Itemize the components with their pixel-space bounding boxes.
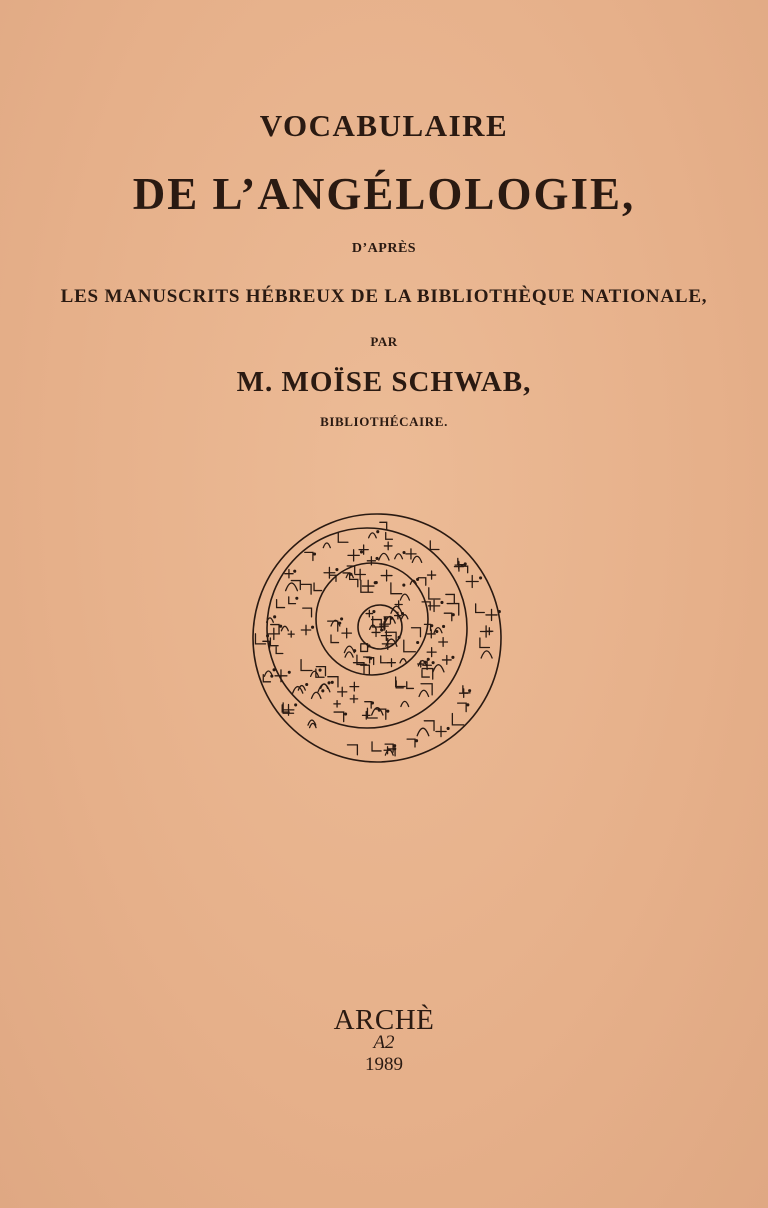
emblem-glyph: [422, 670, 429, 677]
source-line: LES MANUSCRITS HÉBREUX DE LA BIBLIOTHÈQUE NATIONALE,: [60, 286, 708, 307]
emblem-glyph-dot: [384, 618, 386, 620]
emblem-glyph: [396, 677, 406, 687]
emblem-glyph-dot: [452, 614, 454, 616]
emblem-glyph: [404, 640, 416, 652]
title-line-1: VOCABULAIRE: [259, 108, 509, 143]
emblem-glyph: [303, 608, 312, 617]
emblem-glyph: [486, 609, 497, 620]
emblem-glyph: [369, 533, 377, 538]
emblem-glyph: [286, 583, 298, 591]
emblem-glyph: [348, 550, 359, 561]
emblem-glyph: [458, 703, 466, 711]
emblem-glyph-dot: [368, 645, 370, 647]
emblem-glyph: [427, 630, 435, 638]
emblem-glyph: [331, 635, 339, 643]
emblem-glyph: [380, 522, 387, 529]
emblem-glyph: [372, 742, 381, 751]
emblem-glyph: [342, 628, 351, 637]
emblem-glyph-dot: [345, 713, 347, 715]
emblem-glyph: [281, 626, 288, 630]
emblem-glyph-dot: [498, 611, 500, 613]
emblem-glyph-dot: [427, 658, 429, 660]
emblem-glyph: [361, 645, 368, 652]
emblem-glyph: [486, 628, 493, 635]
apres-label: D’APRÈS: [351, 241, 417, 256]
emblem-glyph-dot: [376, 558, 378, 560]
emblem-glyph-dot: [416, 740, 418, 742]
emblem-glyph-dot: [319, 669, 321, 671]
emblem-glyph: [386, 533, 393, 540]
emblem-glyph-dot: [436, 631, 438, 633]
series-number: A2: [373, 1032, 395, 1053]
emblem-glyph: [388, 659, 396, 667]
emblem-glyph: [301, 625, 310, 634]
emblem-glyph: [289, 597, 296, 604]
emblem-glyph: [427, 648, 436, 657]
emblem-glyph-dot: [273, 669, 275, 671]
emblem-glyph: [400, 659, 406, 663]
emblem-glyph: [345, 652, 353, 657]
emblem-glyph: [338, 687, 347, 696]
emblem-glyph: [276, 647, 283, 654]
emblem-glyph-dot: [432, 662, 434, 664]
emblem-glyph: [323, 543, 330, 548]
emblem-glyph: [395, 554, 403, 559]
emblem-glyph: [400, 594, 409, 600]
emblem-glyph-dot: [447, 728, 449, 730]
emblem-glyph-dot: [387, 710, 389, 712]
emblem-glyph-dot: [441, 602, 443, 604]
emblem-glyph: [379, 553, 389, 560]
emblem-glyph: [362, 580, 374, 592]
emblem-glyph-dot: [403, 552, 405, 554]
emblem-glyph: [361, 665, 370, 674]
emblem-glyph: [334, 712, 344, 722]
emblem-glyph: [301, 660, 312, 671]
emblem-glyph-dot: [336, 569, 338, 571]
emblem-glyph: [428, 571, 436, 579]
emblem-glyph: [419, 690, 429, 696]
emblem-glyph: [288, 631, 294, 637]
emblem-glyph-dot: [306, 684, 308, 686]
emblem-glyph-dot: [372, 702, 374, 704]
emblem-glyph-dot: [354, 650, 356, 652]
emblem-glyph-dot: [341, 618, 343, 620]
emblem-glyph-dot: [424, 661, 426, 663]
emblem-glyph: [311, 671, 319, 676]
emblem-glyph: [412, 628, 421, 637]
emblem-glyph-dot: [296, 597, 298, 599]
emblem-glyph: [255, 634, 265, 644]
emblem-glyph-dot: [467, 704, 469, 706]
emblem-glyph-dot: [378, 709, 380, 711]
emblem-glyph: [429, 588, 440, 599]
emblem-glyph: [391, 583, 402, 594]
emblem-glyph-dot: [314, 553, 316, 555]
emblem-glyph: [480, 638, 490, 648]
emblem-glyph-dot: [431, 625, 433, 627]
emblem-glyph: [384, 542, 392, 550]
emblem-glyph: [311, 692, 320, 698]
emblem-glyph: [407, 682, 414, 689]
emblem-glyph-dot: [391, 617, 393, 619]
emblem-glyph: [350, 682, 359, 691]
emblem-glyph: [366, 610, 373, 617]
emblem-glyph: [452, 713, 463, 724]
author-role: BIBLIOTHÉCAIRE.: [320, 414, 448, 429]
publisher-name: ARCHÈ: [333, 1004, 435, 1036]
emblem-glyph-dot: [373, 611, 375, 613]
emblem-glyph: [271, 625, 279, 633]
emblem-glyph-dot: [374, 582, 376, 584]
emblem-glyph: [382, 638, 393, 649]
emblem-glyph-dot: [274, 616, 276, 618]
emblem-glyph: [407, 739, 415, 747]
emblem-glyph-dot: [312, 626, 314, 628]
emblem-glyph: [476, 604, 485, 613]
author-name: M. MOÏSE SCHWAB,: [236, 366, 532, 398]
emblem-glyph: [355, 569, 365, 579]
emblem-glyph-dot: [469, 690, 471, 692]
emblem-glyph: [285, 570, 293, 578]
emblem-glyph: [350, 579, 357, 586]
emblem-glyph: [412, 556, 421, 562]
emblem-glyph: [305, 552, 313, 560]
hebrew-letter-circle-icon: [250, 511, 504, 765]
emblem-glyph: [381, 656, 388, 663]
emblem-glyph-dot: [394, 745, 396, 747]
emblem-glyph: [418, 578, 425, 585]
emblem-glyph: [481, 651, 492, 658]
emblem-glyph: [372, 628, 380, 636]
emblem-glyph: [402, 615, 408, 619]
emblem-glyph: [433, 665, 444, 672]
emblem-glyph: [417, 728, 429, 736]
emblem-glyph-dot: [480, 577, 482, 579]
title-line-2: DE L’ANGÉLOLOGIE,: [132, 169, 636, 219]
emblem-glyph-dot: [295, 704, 297, 706]
emblem-glyph: [347, 745, 357, 755]
emblem-glyph: [430, 541, 439, 550]
emblem-glyph-dot: [443, 626, 445, 628]
emblem-glyph-dot: [417, 579, 419, 581]
emblem-glyph: [466, 576, 478, 588]
emblem-glyph-dot: [394, 748, 396, 750]
emblem-glyph-dot: [280, 625, 282, 627]
emblem-glyph: [334, 701, 340, 707]
emblem-glyph: [436, 726, 446, 736]
emblem-glyph-dot: [417, 642, 419, 644]
emblem-glyph: [314, 583, 322, 591]
emblem-glyph-dot: [331, 681, 333, 683]
emblem-glyph-dot: [328, 682, 330, 684]
emblem-glyph: [365, 702, 371, 708]
emblem-glyph: [446, 594, 454, 602]
emblem-glyph-dot: [377, 531, 379, 533]
emblem-glyph-dot: [322, 690, 324, 692]
emblem-glyph-dot: [452, 656, 454, 658]
publication-year: 1989: [365, 1054, 403, 1075]
par-label: PAR: [370, 334, 398, 349]
emblem-glyph-dot: [288, 671, 290, 673]
emblem-glyph: [350, 695, 357, 702]
emblem-glyph: [338, 533, 348, 543]
emblem-glyph-dot: [403, 584, 405, 586]
emblem-glyph: [444, 613, 451, 620]
emblem-glyph-dot: [294, 570, 296, 572]
emblem-glyph: [442, 656, 451, 665]
emblem-glyph: [381, 570, 392, 581]
emblem-glyph: [277, 600, 285, 608]
emblem-glyph: [301, 584, 311, 594]
emblem-glyph-dot: [398, 637, 400, 639]
emblem-glyph-dot: [361, 551, 363, 553]
emblem-glyph: [401, 701, 409, 706]
emblem-glyph: [439, 638, 448, 647]
emblem-glyph: [324, 567, 335, 578]
emblem-glyph-dot: [267, 635, 269, 637]
